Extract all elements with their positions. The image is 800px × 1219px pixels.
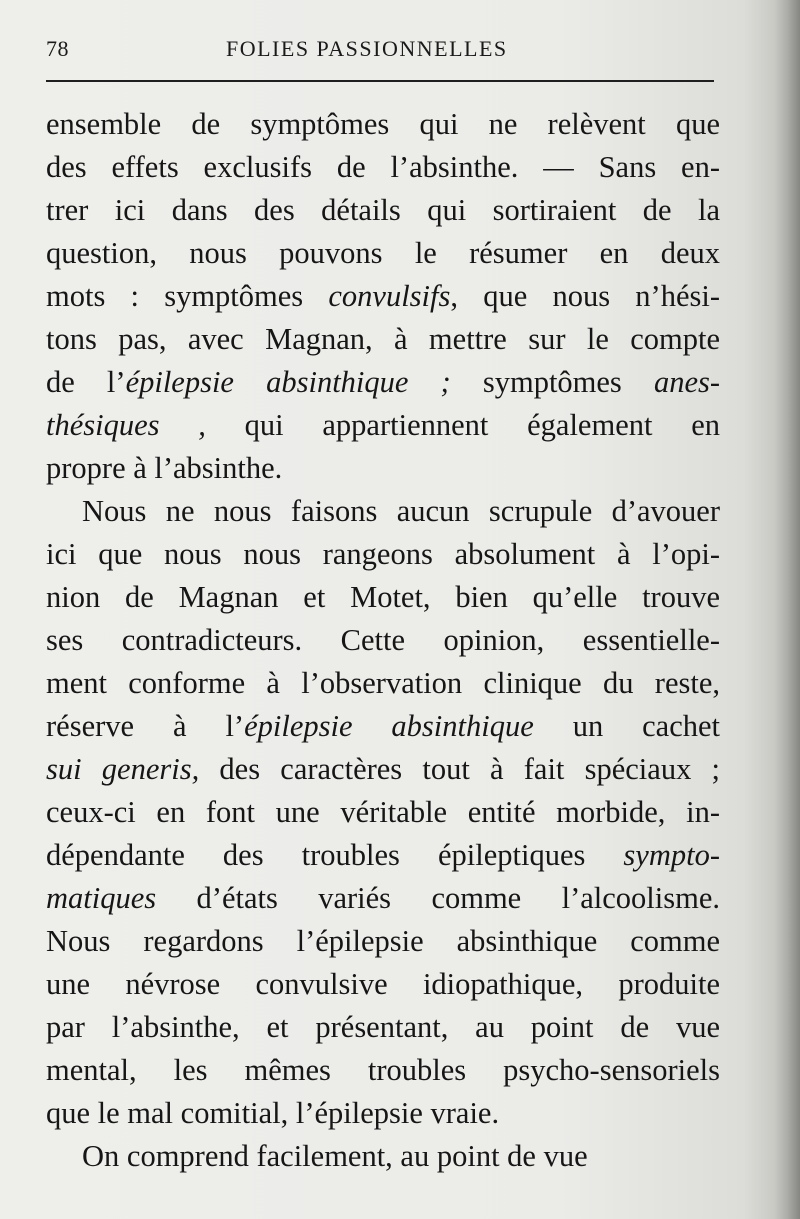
text-segment: Nous ne nous faisons aucun scrupule d’avouer bbox=[82, 494, 720, 528]
running-head bbox=[46, 36, 714, 70]
text-segment: réserve à l’ bbox=[46, 709, 245, 743]
text-line bbox=[46, 404, 720, 447]
text-line bbox=[46, 447, 720, 490]
italic-text: matiques bbox=[46, 881, 157, 915]
text-segment: ensemble de symptômes qui ne relèvent que bbox=[46, 107, 720, 141]
text-line bbox=[46, 576, 720, 619]
italic-text: épilepsie absinthique bbox=[244, 709, 534, 743]
text-line bbox=[46, 103, 720, 146]
text-segment: mots : symptômes bbox=[46, 279, 329, 313]
text-line bbox=[46, 146, 720, 189]
text-line bbox=[46, 834, 720, 877]
text-segment: des effets exclusifs de l’absinthe. — Sans en- bbox=[46, 150, 720, 184]
text-segment: dépendante des troubles épileptiques bbox=[46, 838, 624, 872]
text-segment: , que nous n’hési- bbox=[450, 279, 720, 313]
text-line bbox=[46, 232, 720, 275]
body-text bbox=[46, 103, 720, 1178]
page-number: 78 bbox=[46, 36, 69, 61]
text-segment: mental, les mêmes troubles psycho-sensoriels bbox=[46, 1053, 720, 1087]
text-segment: ses contradicteurs. Cette opinion, essentielle- bbox=[46, 623, 720, 657]
text-segment: ceux-ci en font une véritable entité morbide, in- bbox=[46, 795, 720, 829]
text-line bbox=[46, 533, 720, 576]
text-segment: qui appartiennent également en bbox=[205, 408, 721, 442]
text-line bbox=[46, 662, 720, 705]
text-segment: un cachet bbox=[533, 709, 721, 743]
text-line bbox=[46, 189, 720, 232]
text-segment: des caractères tout à fait spéciaux ; bbox=[199, 752, 720, 786]
text-segment: de l’ bbox=[46, 365, 126, 399]
text-line bbox=[46, 920, 720, 963]
text-line bbox=[46, 490, 720, 533]
text-segment: ment conforme à l’observation clinique du reste, bbox=[46, 666, 720, 700]
text-segment: ici que nous nous rangeons absolument à l’opi- bbox=[46, 537, 720, 571]
italic-text: sympto- bbox=[623, 838, 720, 872]
text-segment: tons pas, avec Magnan, à mettre sur le compte bbox=[46, 322, 720, 356]
text-line bbox=[46, 1135, 720, 1178]
text-segment: On comprend facilement, au point de vue bbox=[82, 1139, 588, 1173]
text-segment: question, nous pouvons le résumer en deux bbox=[46, 236, 720, 270]
page-edge-shadow bbox=[774, 0, 800, 1219]
text-line bbox=[46, 1049, 720, 1092]
italic-text: convulsifs bbox=[328, 279, 451, 313]
text-line bbox=[46, 963, 720, 1006]
text-line bbox=[46, 619, 720, 662]
text-segment: par l’absinthe, et présentant, au point de vue bbox=[46, 1010, 720, 1044]
text-line bbox=[46, 361, 720, 404]
text-segment: symptômes bbox=[450, 365, 654, 399]
header-rule bbox=[46, 80, 714, 82]
italic-text: thésiques , bbox=[46, 408, 206, 442]
text-segment: que le mal comitial, l’épilepsie vraie. bbox=[46, 1096, 500, 1130]
text-line bbox=[46, 275, 720, 318]
text-segment: une névrose convulsive idiopathique, produite bbox=[46, 967, 720, 1001]
text-line bbox=[46, 791, 720, 834]
text-segment: Nous regardons l’épilepsie absinthique comme bbox=[46, 924, 720, 958]
running-title: FOLIES PASSIONNELLES bbox=[226, 36, 508, 61]
text-line bbox=[46, 1092, 720, 1135]
text-line bbox=[46, 1006, 720, 1049]
text-segment: nion de Magnan et Motet, bien qu’elle trouve bbox=[46, 580, 720, 614]
text-segment: propre à l’absinthe. bbox=[46, 451, 283, 485]
italic-text: épilepsie absinthique ; bbox=[125, 365, 451, 399]
text-line bbox=[46, 705, 720, 748]
text-line bbox=[46, 877, 720, 920]
italic-text: sui generis, bbox=[46, 752, 200, 786]
italic-text: anes- bbox=[653, 365, 721, 399]
text-line bbox=[46, 318, 720, 361]
text-segment: trer ici dans des détails qui sortiraient de la bbox=[46, 193, 720, 227]
text-segment: d’états variés comme l’alcoolisme. bbox=[156, 881, 720, 915]
text-line bbox=[46, 748, 720, 791]
